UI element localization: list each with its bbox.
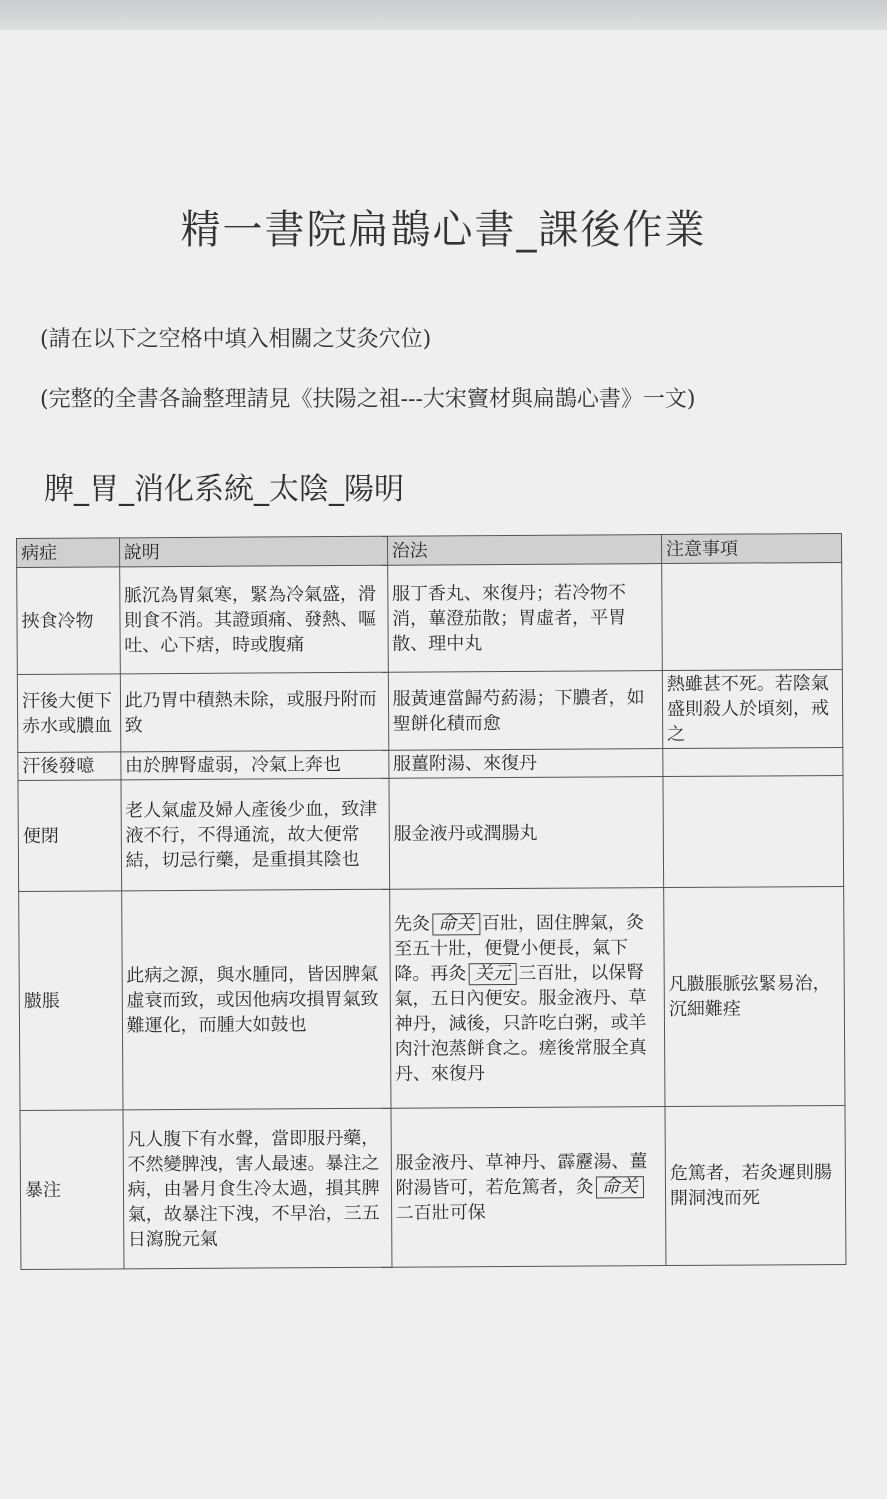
treatment-text: 二百壯可保 [395, 1201, 486, 1224]
cell-disease: 便閉 [18, 780, 121, 892]
header-description: 說明 [119, 536, 387, 567]
table-row [17, 562, 843, 674]
cell-description: 由於脾腎虛弱，冷氣上奔也 [120, 750, 388, 780]
header-precautions: 注意事項 [661, 533, 841, 563]
cell-precautions [663, 747, 843, 776]
header-disease: 病症 [17, 538, 120, 568]
treatment-text: 百壯，固住脾氣，灸至五十壯，便覺小便長，氣下降。再灸 [394, 911, 645, 985]
homework-table [16, 533, 846, 1270]
cell-treatment: 服丁香丸、來復丹；若冷物不消，蓽澄茄散；胃虛者，平胃散、理中丸 [387, 564, 662, 673]
instruction-note: (請在以下之空格中填入相關之艾灸穴位) [40, 327, 432, 352]
handwritten-acupoint-answer[interactable]: 命关 [596, 1176, 644, 1198]
page-title: 精一書院扁鵲心書_課後作業 [180, 207, 707, 253]
cell-description: 凡人腹下有水聲，當即服丹藥，不然變脾洩，害人最速。暴注之病，由暑月食生冷太過，損其脾氣，故暴注下洩，不早治，三五日瀉脫元氣 [123, 1108, 392, 1269]
cell-disease: 汗後發噫 [18, 752, 121, 781]
reference-note: (完整的全書各論整理請見《扶陽之祖---大宋竇材與扁鵲心書》一文) [40, 387, 696, 412]
cell-precautions: 熱雖甚不死。若陰氣盛則殺人於頃刻，戒之 [662, 669, 843, 748]
section-heading: 脾_胃_消化系統_太陰_陽明 [44, 472, 404, 507]
treatment-text: 三百壯，以保腎氣，五日內便安。服金液丹、草神丹，減後，只許吃白粥，或羊肉汁泡蒸餅食之。瘥後常服全真丹、來復丹 [394, 961, 647, 1085]
cell-treatment [391, 1107, 666, 1268]
cell-disease: 挾食冷物 [17, 567, 120, 675]
cell-treatment: 服黃連當歸芍葯湯；下膿者，如聖餅化積而愈 [388, 671, 663, 751]
cell-treatment: 服薑附湯、來復丹 [388, 749, 662, 779]
treatment-text: 先灸 [393, 912, 431, 935]
table-row [20, 1105, 846, 1269]
cell-disease: 臌脹 [19, 891, 123, 1111]
header-treatment: 治法 [387, 535, 661, 566]
cell-disease: 暴注 [20, 1110, 124, 1270]
cell-disease: 汗後大便下赤水或膿血 [17, 674, 120, 753]
cell-description: 老人氣虛及婦人產後少血，致津液不行，不得通流，故大便常結，切忌行藥，是重損其陰也 [121, 778, 390, 891]
photo-background [0, 0, 887, 30]
cell-treatment: 服金液丹或潤腸丸 [389, 777, 664, 890]
cell-precautions: 凡臌脹脈弦緊易治，沉細難痊 [664, 886, 845, 1106]
cell-description: 此乃胃中積熱未除，或服丹附而致 [120, 672, 388, 752]
cell-description: 脈沉為胃氣寒，緊為冷氣盛，滑則食不消。其證頭痛、發熱、嘔吐、心下痞，時或腹痛 [119, 565, 388, 674]
table-row [17, 669, 842, 752]
treatment-text: 服金液丹、草神丹、霹靂湯、薑附湯皆可，若危篤者，灸 [395, 1150, 648, 1199]
cell-precautions [663, 775, 844, 887]
cell-precautions [662, 562, 843, 670]
table-row [18, 775, 844, 891]
cell-precautions: 危篤者，若灸遲則腸開洞洩而死 [665, 1105, 846, 1265]
cell-description: 此病之源，與水腫同，皆因脾氣虛衰而致，或因他病攻損胃氣致難運化，而腫大如鼓也 [121, 889, 390, 1110]
handwritten-acupoint-answer[interactable]: 命关 [432, 913, 480, 935]
handwritten-acupoint-answer[interactable]: 关元 [468, 962, 516, 984]
table-row [19, 886, 845, 1110]
cell-treatment [389, 888, 665, 1109]
